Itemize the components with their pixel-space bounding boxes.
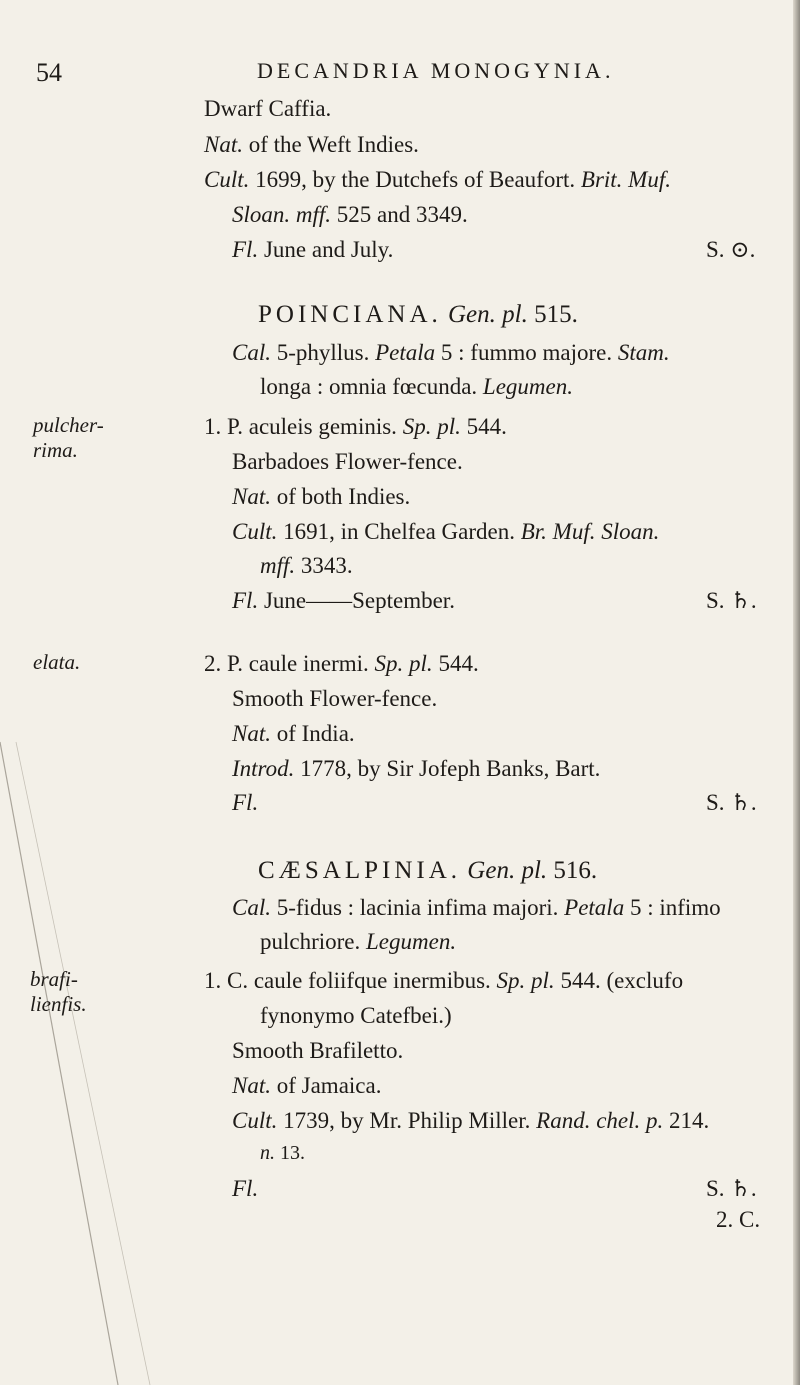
entry-cultivated: Cult. 1699, by the Dutchefs of Beaufort. Brit. Muf. — [204, 167, 671, 192]
species-native: Nat. of both Indies. — [232, 484, 411, 509]
species-introduced: Introd. 1778, by Sir Jofeph Banks, Bart. — [232, 756, 601, 781]
entry-native: Nat. of the Weft Indies. — [204, 132, 419, 157]
species-sloane-ref: mff. 3343. — [260, 553, 353, 578]
species-diagnosis: 1. P. aculeis geminis. Sp. pl. 544. — [204, 414, 507, 439]
running-title: DECANDRIA MONOGYNIA. — [257, 58, 615, 83]
catchword: 2. C. — [716, 1207, 761, 1232]
species-symbol: S. ♄. — [706, 1176, 757, 1201]
species-diagnosis: 1. C. caule foliifque inermibus. Sp. pl. 544. (exclufo — [204, 968, 684, 993]
species-native: Nat. of Jamaica. — [232, 1073, 382, 1098]
species-common-name: Smooth Flower-fence. — [232, 686, 438, 711]
entry-symbol: S. ⊙. — [706, 237, 756, 262]
species-cultivated: Cult. 1739, by Mr. Philip Miller. Rand. chel. p. 214. — [232, 1108, 710, 1133]
species-flowering: Fl. June——September. — [232, 588, 455, 613]
species-cultivated: Cult. 1691, in Chelfea Garden. Br. Muf. Sloan. — [232, 519, 660, 544]
species-cultivated-ref-number: n. 13. — [260, 1142, 305, 1164]
margin-label-pulcherrima: pulcher- — [33, 413, 104, 437]
entry-common-name: Dwarf Caffia. — [204, 96, 332, 121]
species-diagnosis: 2. P. caule inermi. Sp. pl. 544. — [204, 651, 479, 676]
margin-label-elata: elata. — [33, 650, 81, 674]
genus-description-line-1: Cal. 5-phyllus. Petala 5 : fummo majore. Stam. — [232, 340, 670, 365]
genus-heading-caesalpinia: CÆSALPINIA. Gen. pl. 516. — [258, 857, 598, 884]
species-flowering: Fl. — [232, 1176, 259, 1201]
species-synonym-note: fynonymo Catefbei.) — [260, 1003, 452, 1028]
genus-heading-poinciana: POINCIANA. Gen. pl. 515. — [258, 301, 578, 328]
page-fold-marks — [0, 0, 170, 1385]
species-native: Nat. of India. — [232, 721, 355, 746]
species-common-name: Smooth Brafiletto. — [232, 1038, 404, 1063]
margin-label-brasiliensis-cont: lienfis. — [30, 992, 87, 1016]
page-number: 54 — [36, 58, 62, 87]
page-edge-shadow — [793, 0, 800, 1385]
entry-sloane-ref: Sloan. mff. 525 and 3349. — [232, 202, 468, 227]
entry-flowering: Fl. June and July. — [232, 237, 394, 262]
genus-description-line-2: pulchriore. Legumen. — [260, 929, 457, 954]
genus-description-line-1: Cal. 5-fidus : lacinia infima majori. Petala 5 : infimo — [232, 895, 721, 920]
species-symbol: S. ♄. — [706, 790, 757, 815]
species-common-name: Barbadoes Flower-fence. — [232, 449, 463, 474]
species-flowering: Fl. — [232, 790, 259, 815]
margin-label-pulcherrima-cont: rima. — [33, 438, 78, 462]
genus-description-line-2: longa : omnia fœcunda. Legumen. — [260, 374, 573, 399]
margin-label-brasiliensis: brafi- — [30, 967, 78, 991]
species-symbol: S. ♄. — [706, 588, 757, 613]
